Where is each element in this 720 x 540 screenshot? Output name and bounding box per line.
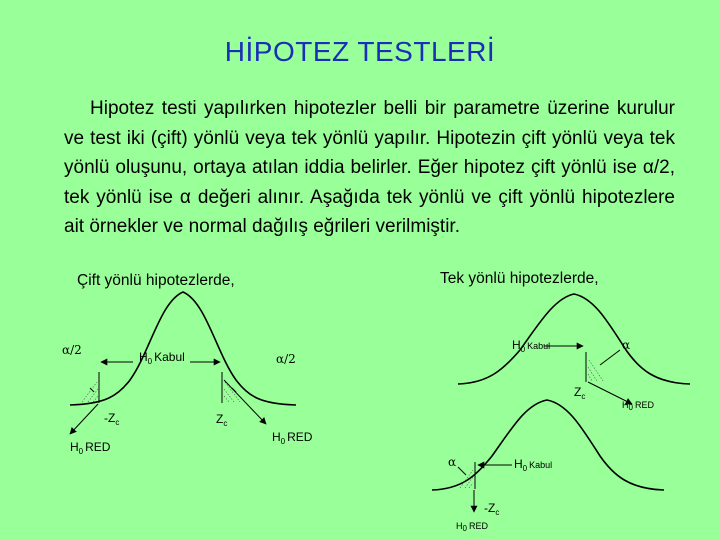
- left-tailed-reject-label: H0 RED: [456, 521, 488, 533]
- two-tailed-curve-group: [62, 292, 313, 456]
- page-title: HİPOTEZ TESTLERİ: [224, 36, 496, 67]
- one-tailed-heading: Tek yönlü hipotezlerde,: [440, 270, 599, 287]
- left-tailed-tail-hatch: [460, 470, 473, 488]
- two-tailed-heading: Çift yönlü hipotezlerde,: [77, 272, 235, 289]
- right-tailed-curve-group: [458, 294, 690, 412]
- left-tailed-alpha-pointer: [458, 467, 466, 475]
- two-tailed-left-reject-arrow: [70, 404, 98, 434]
- right-tailed-accept-label: $H_0$ $^{Kabul}$: [512, 338, 551, 354]
- left-tailed-curve-group: [432, 400, 664, 533]
- right-tailed-z-label: $Z_c$: [574, 385, 586, 401]
- two-tailed-right-reject-label: $H_0$ RED: [272, 430, 313, 446]
- two-tailed-accept-label: $H_0$ Kabul: [139, 350, 185, 366]
- right-tailed-alpha-pointer: [600, 350, 620, 365]
- two-tailed-neg-z-label: $-Z_c$: [104, 411, 120, 427]
- two-tailed-pos-z-label: $Z_c$: [216, 412, 228, 428]
- left-tailed-alpha-label: α: [448, 455, 457, 469]
- two-tailed-right-tail-hatch: [224, 382, 240, 402]
- right-tailed-alpha-label: α: [622, 338, 631, 352]
- right-tailed-tail-hatch: [588, 360, 603, 381]
- right-tailed-reject-label: H0 RED: [622, 400, 654, 412]
- two-tailed-right-alpha-pointer: [232, 388, 236, 392]
- two-tailed-left-reject-label: $H_0$ RED: [70, 440, 111, 456]
- two-tailed-left-alpha-pointer: [90, 388, 94, 392]
- two-tailed-left-tail-hatch: [82, 382, 98, 402]
- two-tailed-right-reject-arrow: [224, 380, 266, 424]
- left-tailed-curve: [432, 400, 664, 490]
- two-tailed-curve: [70, 292, 296, 405]
- two-tailed-left-alpha-label: α/2: [62, 343, 82, 357]
- right-tailed-curve: [458, 294, 690, 384]
- left-tailed-accept-label: $H_0$ $^{Kabul}$: [514, 457, 553, 473]
- two-tailed-right-alpha-label: α/2: [276, 352, 296, 366]
- left-tailed-neg-z-label: $-Z_c$: [484, 501, 500, 517]
- intro-paragraph: Hipotez testi yapılırken hipotezler belli bir parametre üzerine kurulur ve test iki (çift) yönlü veya tek yönlü yapılır. Hipotezin çift yönlü veya tek yönlü oluşunu, ortaya atılan iddia belirler. Eğer hipotez çift yönlü ise α/2, tek yönlü ise α değeri alınır. Aşağıda tek yönlü ve çift yönlü hipotezlere ait örnekler ve normal dağılış eğrileri verilmiştir.: [64, 98, 675, 237]
